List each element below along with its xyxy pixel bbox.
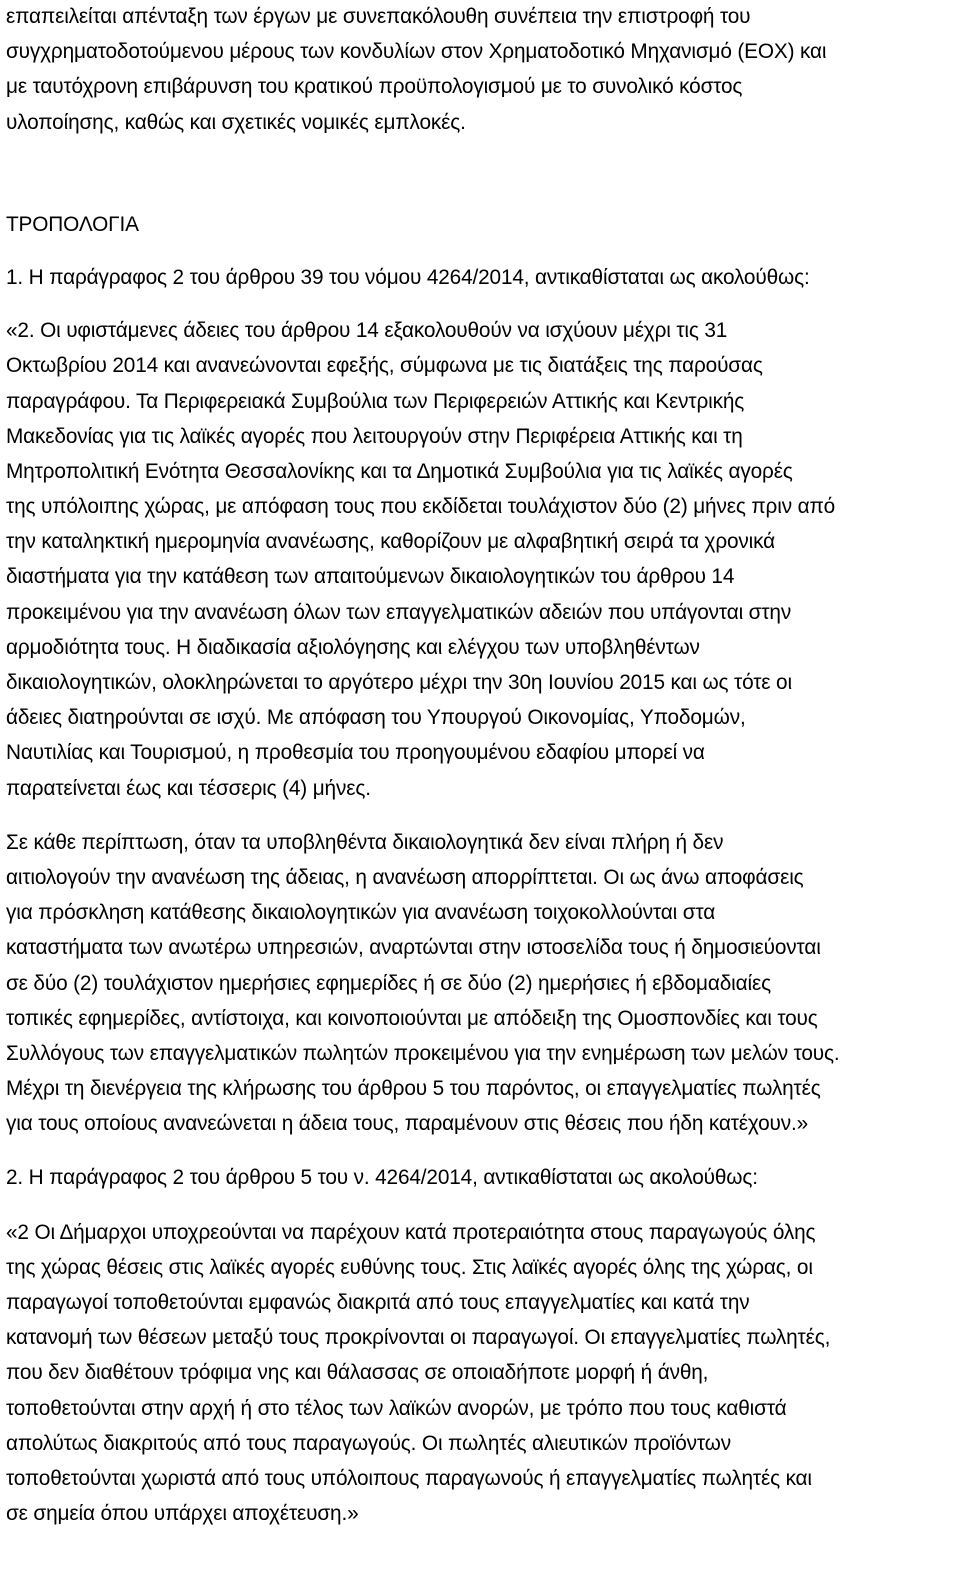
text-line: Συλλόγους των επαγγελματικών πωλητών προκειμένου για την ενημέρωση των μελών τους. — [6, 1041, 840, 1065]
quote-1-paragraph — [6, 313, 954, 806]
text-line: Μητροπολιτική Ενότητα Θεσσαλονίκης και τα Δημοτικά Συμβούλια για τις λαϊκές αγορές — [6, 459, 793, 483]
intro-paragraph — [6, 0, 954, 140]
text-line: απολύτως διακριτούς από τους παραγωγούς. Οι πωλητές αλιευτικών προϊόντων — [6, 1431, 731, 1455]
text-line: που δεν διαθέτουν τρόφιμα νης και θάλασσας σε οποιαδήποτε μορφή ή άνθη, — [6, 1361, 709, 1385]
text-line: Μακεδονίας για τις λαϊκές αγορές που λειτουργούν στην Περιφέρεια Αττικής και τη — [6, 424, 743, 448]
text-line: τοποθετούνται στην αρχή ή στο τέλος των λαϊκών ανορών, με τρόπο που τους καθιστά — [6, 1396, 787, 1420]
text-line: με ταυτόχρονη επιβάρυνση του κρατικού προϋπολογισμού με το συνολικό κόστος — [6, 75, 743, 99]
text-line: της υπόλοιπης χώρας, με απόφαση τους που εκδίδεται τουλάχιστον δύο (2) μήνες πριν από — [6, 495, 836, 519]
item-2-heading — [6, 1160, 954, 1195]
text-line: της χώρας θέσεις στις λαϊκές αγορές ευθύνης τους. Στις λαϊκές αγορές όλης της χώρας, οι — [6, 1255, 813, 1279]
text-line: δικαιολογητικών, ολοκληρώνεται το αργότερο μέχρι την 30η Ιουνίου 2015 και ως τότε οι — [6, 671, 792, 694]
amendment-title: ΤΡΟΠΟΛΟΓΙΑ — [6, 212, 139, 236]
text-line: αιτιολογούν την ανανέωση της άδειας, η ανανέωση απορρίπτεται. Οι ως άνω αποφάσεις — [6, 865, 804, 889]
text-line: αρμοδιότητα τους. Η διαδικασία αξιολόγησης και ελέγχου των υποβληθέντων — [6, 635, 700, 659]
text-line: παραγωγοί τοποθετούνται εμφανώς διακριτά από τους επαγγελματίες και κατά την — [6, 1291, 750, 1314]
text-line: «2. Οι υφιστάμενες άδειες του άρθρου 14 εξακολουθούν να ισχύουν μέχρι τις 31 — [6, 319, 728, 343]
text-line: Μέχρι τη διενέργεια της κλήρωσης του άρθρου 5 του παρόντος, οι επαγγελματίες πωλητές — [6, 1077, 821, 1101]
text-line: Σε κάθε περίπτωση, όταν τα υποβληθέντα δικαιολογητικά δεν είναι πλήρη ή δεν — [6, 830, 724, 854]
text-line: προκειμένου για την ανανέωση όλων των επαγγελματικών αδειών που υπάγονται στην — [6, 600, 792, 624]
text-line: διαστήματα για την κατάθεση των απαιτούμενων δικαιολογητικών του άρθρου 14 — [6, 565, 735, 589]
text-line: Οκτωβρίου 2014 και ανανεώνονται εφεξής, σύμφωνα με τις διατάξεις της παρούσας — [6, 354, 763, 378]
text-line: τοποθετούνται χωριστά από τους υπόλοιπους παραγωνούς ή επαγγελματίες πωλητές και — [6, 1466, 812, 1490]
text-line: «2 Οι Δήμαρχοι υποχρεούνται να παρέχουν κατά προτεραιότητα στους παραγωγούς όλης — [6, 1220, 816, 1244]
text-line: την καταληκτική ημερομηνία ανανέωσης, καθορίζουν με αλφαβητική σειρά τα χρονικά — [6, 530, 775, 554]
text-line: 2. Η παράγραφος 2 του άρθρου 5 του ν. 4264/2014, αντικαθίσταται ως ακολούθως: — [6, 1166, 758, 1190]
text-line: κατανομή των θέσεων μεταξύ τους προκρίνονται οι παραγωγοί. Οι επαγγελματίες πωλητές, — [6, 1326, 831, 1350]
text-line: για πρόσκληση κατάθεσης δικαιολογητικών για ανανέωση τοιχοκολλούνται στα — [6, 901, 716, 925]
text-line: Ναυτιλίας και Τουρισμού, η προθεσμία του προηγουμένου εδαφίου μπορεί να — [6, 741, 705, 765]
item-1-heading — [6, 260, 954, 295]
text-line: παραγράφου. Τα Περιφερειακά Συμβούλια των Περιφερειών Αττικής και Κεντρικής — [6, 389, 745, 413]
text-line: επαπειλείται απένταξη των έργων με συνεπακόλουθη συνέπεια την επιστροφή του — [6, 5, 751, 28]
text-line: άδειες διατηρούνται σε ισχύ. Με απόφαση του Υπουργού Οικονομίας, Υποδομών, — [6, 706, 746, 730]
text-line: για τους οποίους ανανεώνεται η άδεια τους, παραμένουν στις θέσεις που ήδη κατέχουν.» — [6, 1112, 809, 1136]
document-page — [6, 0, 954, 1531]
text-line: σε σημεία όπου υπάρχει αποχέτευση.» — [6, 1502, 359, 1526]
text-line: τοπικές εφημερίδες, αντίστοιχα, και κοινοποιούνται με απόδειξη της Ομοσπονδίες και τους — [6, 1006, 818, 1030]
text-line: 1. Η παράγραφος 2 του άρθρου 39 του νόμου 4264/2014, αντικαθίσταται ως ακολούθως: — [6, 265, 810, 289]
section-heading — [6, 207, 954, 242]
quote-2-paragraph — [6, 1215, 954, 1532]
text-line: παρατείνεται έως και τέσσερις (4) μήνες. — [6, 776, 371, 800]
text-line: συγχρηματοδοτούμενου μέρους των κονδυλίων στον Χρηματοδοτικό Μηχανισμό (ΕΟΧ) και — [6, 40, 827, 64]
text-line: σε δύο (2) τουλάχιστον ημερήσιες εφημερίδες ή σε δύο (2) ημερήσιες ή εβδομαδιαίες — [6, 971, 771, 995]
text-line: υλοποίησης, καθώς και σχετικές νομικές εμπλοκές. — [6, 110, 466, 134]
text-line: καταστήματα των ανωτέρω υπηρεσιών, αναρτώνται στην ιστοσελίδα τους ή δημοσιεύονται — [6, 936, 821, 960]
quote-1-continued-paragraph — [6, 825, 954, 1142]
